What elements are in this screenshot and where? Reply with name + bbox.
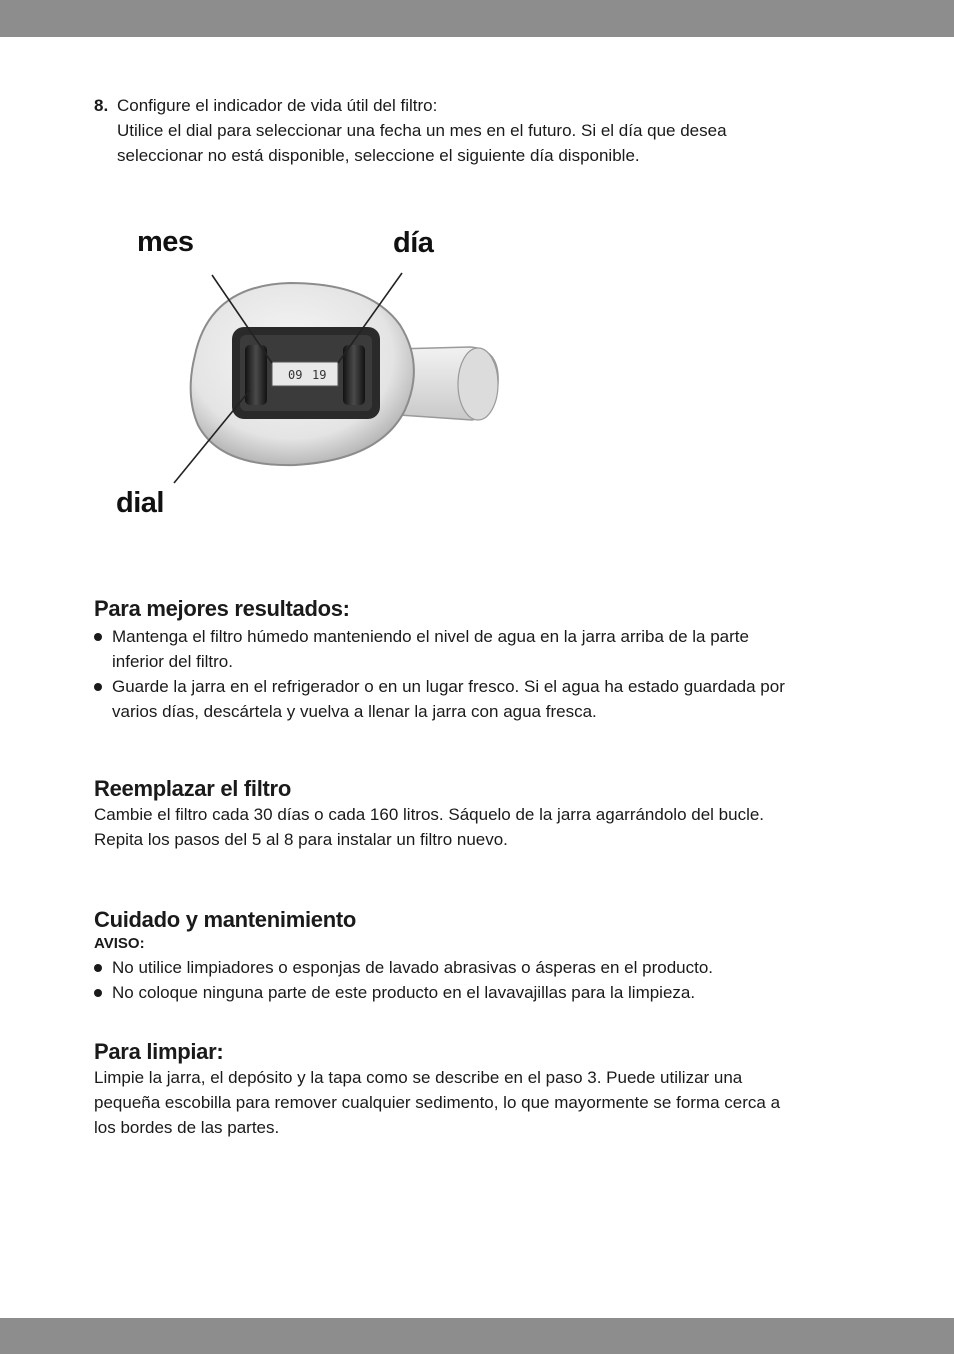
- care-section: [94, 907, 884, 1005]
- display-month: 09: [288, 368, 303, 382]
- list-item: No coloque ninguna parte de este producto en el lavavajillas para la limpieza.: [94, 980, 884, 1005]
- step-title: Configure el indicador de vida útil del filtro:: [117, 96, 438, 115]
- notice-label: AVISO:: [94, 935, 145, 952]
- step-text-line: seleccionar no está disponible, seleccione el siguiente día disponible.: [117, 146, 640, 165]
- footer-bar: [0, 1318, 954, 1354]
- best-results-list: [94, 624, 884, 724]
- step-number: 8.: [94, 96, 109, 115]
- bullet-icon: [94, 964, 102, 972]
- replace-filter-text: Cambie el filtro cada 30 días o cada 160 litros. Sáquelo de la jarra agarrándolo del bucle. Repita los pasos del 5 al 8 para instalar un filtro nuevo.: [94, 805, 765, 849]
- header-bar: [0, 0, 954, 37]
- replace-filter-section: [94, 776, 884, 852]
- filter-indicator-illustration: [100, 215, 540, 535]
- cleaning-section: [94, 1039, 884, 1140]
- filter-indicator-figure: [100, 215, 540, 535]
- label-mes: mes: [137, 226, 194, 258]
- best-results-section: [94, 596, 884, 724]
- label-dial: dial: [116, 487, 164, 519]
- bullet-icon: [94, 633, 102, 641]
- cleaning-heading: Para limpiar:: [94, 1039, 224, 1064]
- list-item: Guarde la jarra en el refrigerador o en un lugar fresco. Si el agua ha estado guardada por varios días, descártela y vuelva a llenar la jarra con agua fresca.: [94, 674, 884, 724]
- bullet-icon: [94, 989, 102, 997]
- best-results-heading: Para mejores resultados:: [94, 596, 350, 621]
- care-list: [94, 955, 884, 1005]
- step-text-line: Utilice el dial para seleccionar una fecha un mes en el futuro. Si el día que desea: [117, 121, 727, 140]
- bullet-icon: [94, 683, 102, 691]
- replace-filter-heading: Reemplazar el filtro: [94, 776, 291, 801]
- label-dia: día: [393, 227, 434, 259]
- care-heading: Cuidado y mantenimiento: [94, 907, 357, 932]
- list-item: No utilice limpiadores o esponjas de lavado abrasivas o ásperas en el producto.: [94, 955, 884, 980]
- cleaning-text: Limpie la jarra, el depósito y la tapa como se describe en el paso 3. Puede utilizar una pequeña escobilla para remover cualquier sedimento, lo que mayormente se forma cerca a los bordes de las partes.: [94, 1068, 781, 1137]
- list-item: Mantenga el filtro húmedo manteniendo el nivel de agua en la jarra arriba de la parte inferior del filtro.: [94, 624, 884, 674]
- display-day: 19: [312, 368, 327, 382]
- step-8: [94, 93, 854, 168]
